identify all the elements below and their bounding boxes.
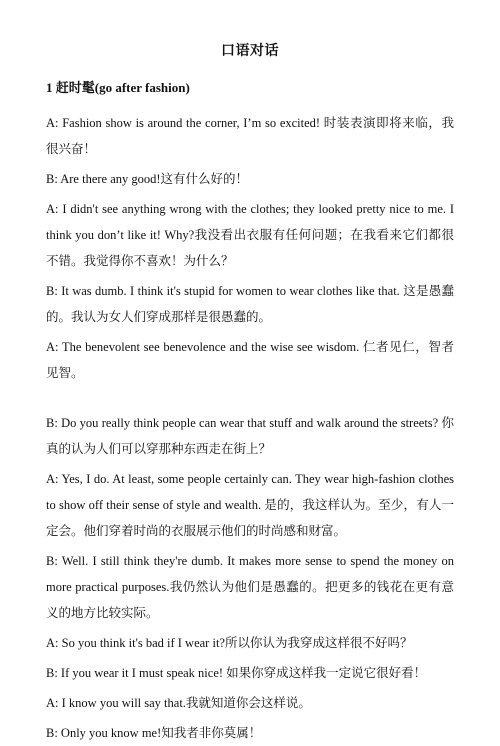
dialogue-line: A: Yes, I do. At least, some people certainly can. They wear high-fashion clothes to show off their sense of style and wealth. 是的，我这样认为。至少，有人一定会。他们穿着时尚的衣服展示他们的时尚感和财富。 [46, 472, 454, 538]
dialogue-line: A: Fashion show is around the corner, I’m so excited! 时装表演即将来临，我很兴奋！ [46, 116, 454, 156]
dialogue-line: B: Do you really think people can wear that stuff and walk around the streets? 你真的认为人们可以穿那种东西走在街上？ [46, 416, 454, 456]
section-heading: 1 赶时髦(go after fashion) [46, 80, 190, 95]
dialogue-line: B: Well. I still think they're dumb. It makes more sense to spend the money on more practical purposes.我仍然认为他们是愚蠢的。把更多的钱花在更有意义的地方比较实际。 [46, 554, 454, 620]
dialogue-line: A: So you think it's bad if I wear it?所以你认为我穿成这样很不好吗？ [46, 636, 413, 650]
dialogue-line: A: I know you will say that.我就知道你会这样说。 [46, 696, 311, 710]
dialogue-line: A: I didn't see anything wrong with the clothes; they looked pretty nice to me. I think you don’t like it! Why?我没看出衣服有任何问题；在我看来它们都很不错。我觉得你不喜欢！为什么？ [46, 202, 454, 268]
dialogue-line: B: Only you know me!知我者非你莫属！ [46, 726, 262, 740]
paragraph-gap [46, 390, 454, 410]
dialogue-line: B: It was dumb. I think it's stupid for women to wear clothes like that. 这是愚蠢的。我认为女人们穿成那样是很愚蠢的。 [46, 284, 454, 324]
dialogue-line: B: Are there any good!这有什么好的！ [46, 172, 249, 186]
document-title: 口语对话 [221, 44, 279, 59]
dialogue-line: A: The benevolent see benevolence and the wise see wisdom. 仁者见仁，智者见智。 [46, 340, 454, 380]
dialogue-line: B: If you wear it I must speak nice! 如果你穿成这样我一定说它很好看！ [46, 666, 427, 680]
